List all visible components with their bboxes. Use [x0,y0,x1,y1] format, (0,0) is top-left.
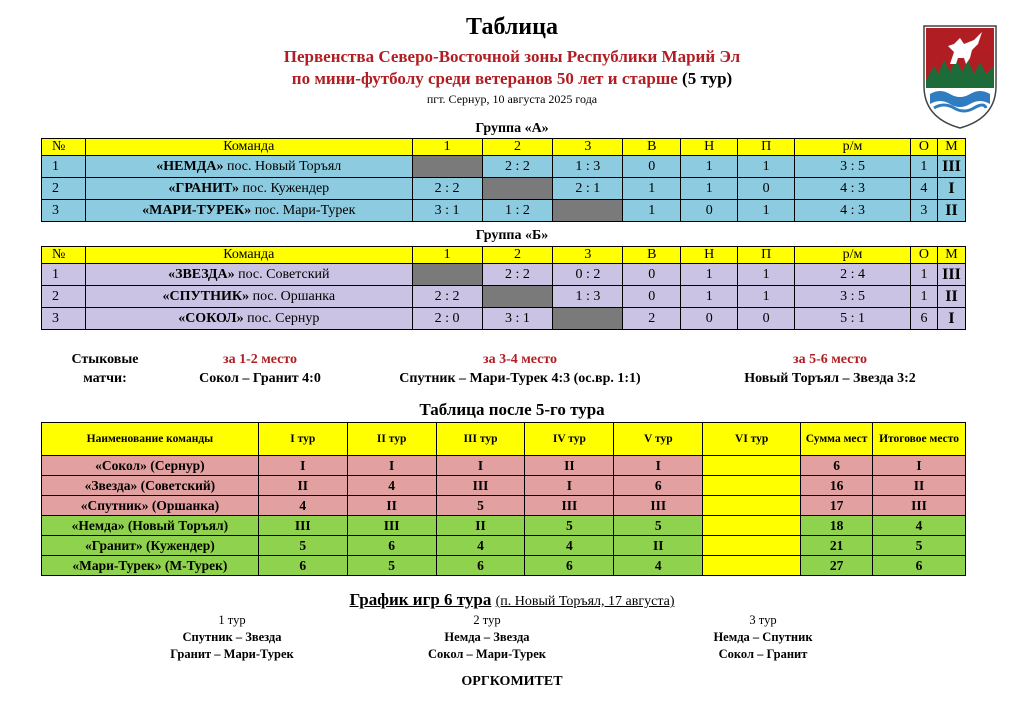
cell-tour-place: I [258,456,347,476]
cell-tour-place: I [347,456,436,476]
group-b-table [41,246,966,330]
cell-team [85,200,412,222]
cell-place: III [937,156,965,178]
cell-number: 2 [42,178,86,200]
team-name: «СПУТНИК» [162,288,250,304]
subtitle-text: по мини-футболу среди ветеранов 50 лет и старше [291,69,678,88]
cell-goals: 3 : 5 [795,286,911,308]
schedule-tour [633,612,893,663]
cell-tour-place: 6 [347,536,436,556]
col-header: 2 [482,139,553,156]
col-header: П [738,139,795,156]
cell-number: 1 [42,156,86,178]
col-header: р/м [795,247,911,264]
playoff-match-title: за 5-6 место [792,352,868,367]
cell-tour-place: 6 [258,556,347,576]
cell-tour-place: 4 [258,496,347,516]
team-name: «НЕМДА» [156,158,224,174]
cell-losses: 0 [738,308,795,330]
cell-wins: 1 [623,178,681,200]
cell-draws: 1 [681,264,738,286]
cell-place: III [937,264,965,286]
table-row [42,496,966,516]
schedule-title [0,590,1024,610]
cell-draws: 1 [681,156,738,178]
cell-wins: 0 [623,286,681,308]
cell-tour-place [703,496,801,516]
cell-sum: 21 [801,536,873,556]
location-date: пгт. Сернур, 10 августа 2025 года [426,92,598,106]
col-header: р/м [795,139,911,156]
col-header: № [42,139,86,156]
cell-goals: 3 : 5 [795,156,911,178]
cell-score: 3 : 1 [482,308,553,330]
cell-wins: 1 [623,200,681,222]
table-row [42,286,966,308]
cell-tour-place [703,516,801,536]
cell-score [553,308,623,330]
group-a-title: Группа «А» [475,121,549,136]
group-b-title: Группа «Б» [475,228,549,243]
cell-draws: 1 [681,286,738,308]
cell-team: «Немда» (Новый Торъял) [42,516,259,536]
schedule-tour-name: 2 тур [473,613,501,627]
cell-place: II [937,200,965,222]
table-row [42,264,966,286]
cell-score [553,200,623,222]
cell-points: 1 [910,286,937,308]
table-row [42,200,966,222]
col-header: Н [681,139,738,156]
group-a-header-row [42,139,966,156]
cell-losses: 0 [738,178,795,200]
cell-tour-place: III [258,516,347,536]
table-row [42,156,966,178]
cell-sum: 17 [801,496,873,516]
cell-score: 1 : 3 [553,286,623,308]
cell-tour-place: II [258,476,347,496]
cell-score: 1 : 2 [482,200,553,222]
col-header: 1 [412,139,482,156]
playoffs-label [50,350,160,388]
col-header: М [937,247,965,264]
playoff-match-title: за 1-2 место [222,352,298,367]
schedule-tour-name: 1 тур [218,613,246,627]
cell-final-place: 6 [873,556,966,576]
cell-final-place: II [873,476,966,496]
cell-draws: 1 [681,178,738,200]
table-row [42,516,966,536]
playoffs-label-line-1: Стыковые [71,352,139,367]
cell-tour-place: 5 [436,496,525,516]
playoff-match-result: Сокол – Гранит 4:0 [199,371,321,386]
col-header: VI тур [703,423,801,456]
team-town: пос. Новый Торъял [226,158,342,174]
cell-points: 1 [910,156,937,178]
cell-tour-place: 5 [258,536,347,556]
cell-team: «Спутник» (Оршанка) [42,496,259,516]
cell-final-place: I [873,456,966,476]
organizing-committee: ОРГКОМИТЕТ [461,674,563,689]
col-header: В [623,139,681,156]
cell-tour-place: 6 [614,476,703,496]
summary-header-row [42,423,966,456]
col-header: Н [681,247,738,264]
cell-wins: 0 [623,156,681,178]
cell-tour-place: 6 [436,556,525,576]
cell-place: I [937,178,965,200]
subtitle-line-1: Первенства Северо-Восточной зоны Республики Марий Эл [283,47,741,66]
col-header: II тур [347,423,436,456]
schedule-game: Гранит – Мари-Турек [170,647,294,661]
cell-losses: 1 [738,286,795,308]
team-name: «МАРИ-ТУРЕК» [142,202,252,218]
schedule-title-text: График игр 6 тура [349,590,492,609]
cell-tour-place [703,536,801,556]
col-header: Команда [85,247,412,264]
table-row [42,308,966,330]
cell-tour-place: II [525,456,614,476]
subtitle-line-2 [0,69,1024,89]
cell-tour-place: 4 [347,476,436,496]
cell-draws: 0 [681,200,738,222]
cell-losses: 1 [738,156,795,178]
cell-score [412,264,482,286]
cell-tour-place [703,456,801,476]
col-header: Наименование команды [42,423,259,456]
team-town: пос. Кужендер [242,180,330,196]
col-header: П [738,247,795,264]
cell-tour-place: 4 [525,536,614,556]
cell-tour-place: I [525,476,614,496]
cell-team [85,178,412,200]
table-row [42,536,966,556]
cell-sum: 16 [801,476,873,496]
group-a-table [41,138,966,222]
col-header: О [910,247,937,264]
schedule-game: Сокол – Гранит [718,647,808,661]
cell-score [482,178,553,200]
col-header: I тур [258,423,347,456]
col-header: В [623,247,681,264]
cell-final-place: 5 [873,536,966,556]
playoff-match [700,350,960,388]
col-header: Итоговое место [873,423,966,456]
cell-losses: 1 [738,264,795,286]
cell-team [85,308,412,330]
playoff-match-title: за 3-4 место [482,352,558,367]
schedule-game: Немда – Звезда [444,630,530,644]
cell-tour-place: III [436,476,525,496]
cell-tour-place: II [347,496,436,516]
cell-place: I [937,308,965,330]
cell-goals: 2 : 4 [795,264,911,286]
cell-goals: 5 : 1 [795,308,911,330]
coat-of-arms-icon [920,22,1000,132]
col-header: V тур [614,423,703,456]
cell-tour-place: III [614,496,703,516]
col-header: 3 [553,139,623,156]
cell-score: 2 : 2 [482,156,553,178]
cell-tour-place [703,556,801,576]
team-town: пос. Сернур [247,310,320,326]
schedule-tour [102,612,362,663]
cell-score: 3 : 1 [412,200,482,222]
team-name: «ГРАНИТ» [168,180,239,196]
cell-score: 2 : 0 [412,308,482,330]
cell-sum: 27 [801,556,873,576]
cell-losses: 1 [738,200,795,222]
cell-tour-place: I [436,456,525,476]
cell-place: II [937,286,965,308]
cell-team: «Мари-Турек» (М-Турек) [42,556,259,576]
cell-wins: 2 [623,308,681,330]
team-town: пос. Мари-Турек [254,202,356,218]
col-header: III тур [436,423,525,456]
cell-number: 3 [42,308,86,330]
table-row [42,178,966,200]
cell-points: 4 [910,178,937,200]
col-header: IV тур [525,423,614,456]
cell-score: 2 : 1 [553,178,623,200]
col-header: М [937,139,965,156]
schedule-tour-name: 3 тур [749,613,777,627]
cell-tour-place: II [614,536,703,556]
col-header: № [42,247,86,264]
cell-tour-place: 4 [436,536,525,556]
table-row [42,556,966,576]
col-header: 2 [482,247,553,264]
cell-team: «Гранит» (Кужендер) [42,536,259,556]
cell-sum: 6 [801,456,873,476]
schedule-venue: (п. Новый Торъял, 17 августа) [495,594,675,609]
cell-points: 3 [910,200,937,222]
cell-final-place: 4 [873,516,966,536]
cell-tour-place: II [436,516,525,536]
cell-points: 6 [910,308,937,330]
round-label: (5 тур) [682,69,733,88]
cell-tour-place: I [614,456,703,476]
summary-table [41,422,966,576]
cell-draws: 0 [681,308,738,330]
cell-team: «Звезда» (Советский) [42,476,259,496]
cell-tour-place [703,476,801,496]
cell-score: 0 : 2 [553,264,623,286]
cell-goals: 4 : 3 [795,178,911,200]
cell-number: 1 [42,264,86,286]
cell-team: «Сокол» (Сернур) [42,456,259,476]
playoff-match [370,350,670,388]
cell-score [412,156,482,178]
team-town: пос. Оршанка [252,288,336,304]
cell-goals: 4 : 3 [795,200,911,222]
cell-number: 3 [42,200,86,222]
cell-team [85,286,412,308]
team-town: пос. Советский [238,266,330,282]
cell-tour-place: III [347,516,436,536]
col-header: Сумма мест [801,423,873,456]
col-header: О [910,139,937,156]
cell-final-place: III [873,496,966,516]
cell-number: 2 [42,286,86,308]
cell-team [85,264,412,286]
cell-tour-place: 5 [525,516,614,536]
schedule-game: Спутник – Звезда [182,630,282,644]
cell-sum: 18 [801,516,873,536]
cell-points: 1 [910,264,937,286]
summary-title: Таблица после 5-го тура [419,400,605,419]
group-b-header-row [42,247,966,264]
cell-tour-place: III [525,496,614,516]
page-title: Таблица [466,14,558,40]
cell-score [482,286,553,308]
playoffs-label-line-2: матчи: [83,371,127,386]
cell-score: 2 : 2 [412,178,482,200]
playoff-match [170,350,350,388]
playoff-match-result: Новый Торъял – Звезда 3:2 [744,371,916,386]
cell-score: 1 : 3 [553,156,623,178]
cell-wins: 0 [623,264,681,286]
cell-tour-place: 5 [347,556,436,576]
cell-score: 2 : 2 [482,264,553,286]
team-name: «ЗВЕЗДА» [168,266,235,282]
table-row [42,476,966,496]
cell-tour-place: 4 [614,556,703,576]
team-name: «СОКОЛ» [178,310,244,326]
playoff-match-result: Спутник – Мари-Турек 4:3 (ос.вр. 1:1) [399,371,641,386]
col-header: 1 [412,247,482,264]
cell-tour-place: 5 [614,516,703,536]
schedule-game: Сокол – Мари-Турек [428,647,546,661]
schedule-game: Немда – Спутник [713,630,813,644]
schedule-tour [357,612,617,663]
col-header: Команда [85,139,412,156]
col-header: 3 [553,247,623,264]
table-row [42,456,966,476]
cell-score: 2 : 2 [412,286,482,308]
cell-team [85,156,412,178]
cell-tour-place: 6 [525,556,614,576]
